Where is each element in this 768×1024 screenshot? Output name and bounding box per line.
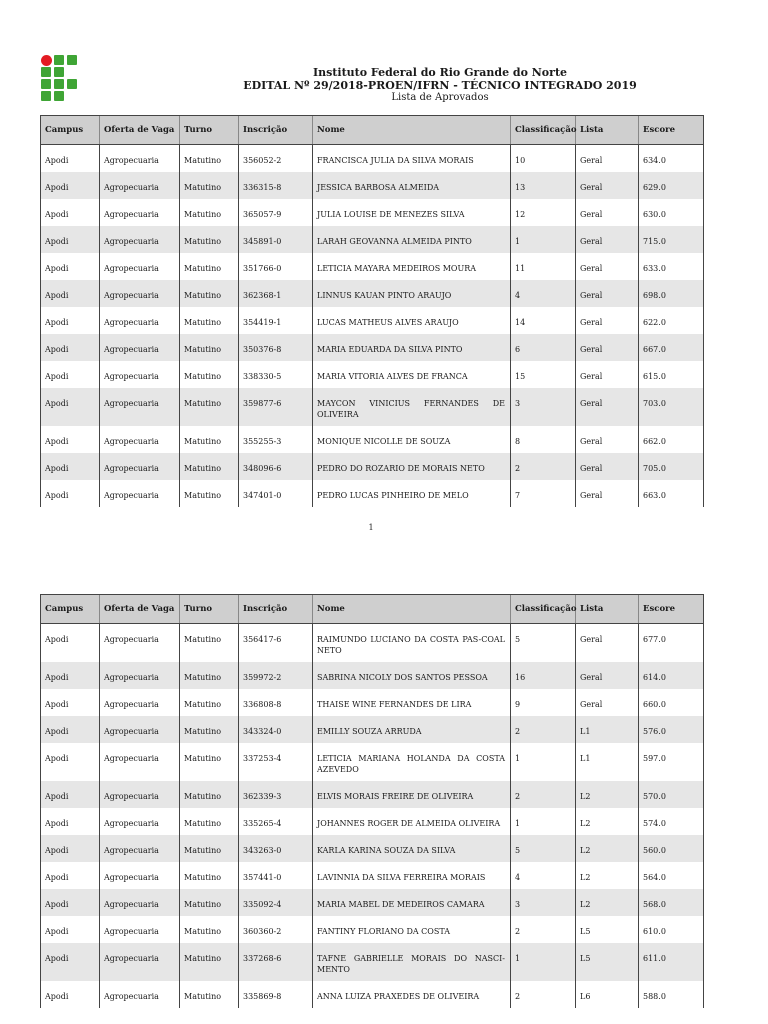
cell-campus: Apodi: [41, 253, 100, 280]
cell-turno: Matutino: [180, 426, 239, 453]
cell-oferta-de-vaga: Agropecuaria: [100, 145, 180, 173]
cell-classificacao: 7: [511, 480, 576, 507]
cell-classificacao: 1: [511, 808, 576, 835]
col-header-campus: Campus: [41, 116, 100, 145]
table-row: [41, 388, 704, 426]
cell-escore: 705.0: [639, 453, 704, 480]
col-header-inscricao: Inscrição: [239, 116, 313, 145]
cell-classificacao: 3: [511, 388, 576, 426]
cell-lista: Geral: [576, 253, 639, 280]
cell-campus: Apodi: [41, 716, 100, 743]
cell-campus: Apodi: [41, 889, 100, 916]
cell-inscricao: 354419-1: [239, 307, 313, 334]
ifrn-logo: [41, 55, 79, 102]
list-subtitle: Lista de Aprovados: [391, 92, 489, 103]
cell-oferta-de-vaga: Agropecuaria: [100, 280, 180, 307]
cell-nome: PEDRO DO ROZARIO DE MORAIS NETO: [313, 453, 511, 480]
cell-turno: Matutino: [180, 361, 239, 388]
cell-campus: Apodi: [41, 808, 100, 835]
table-row: [41, 280, 704, 307]
cell-oferta-de-vaga: Agropecuaria: [100, 253, 180, 280]
cell-classificacao: 13: [511, 172, 576, 199]
table-row: [41, 253, 704, 280]
cell-campus: Apodi: [41, 480, 100, 507]
cell-nome: MARIA VITORIA ALVES DE FRANCA: [313, 361, 511, 388]
cell-campus: Apodi: [41, 453, 100, 480]
cell-campus: Apodi: [41, 226, 100, 253]
cell-turno: Matutino: [180, 808, 239, 835]
cell-turno: Matutino: [180, 307, 239, 334]
cell-inscricao: 356417-6: [239, 624, 313, 663]
institution-name: Instituto Federal do Rio Grande do Norte: [312, 66, 568, 79]
cell-escore: 597.0: [639, 743, 704, 781]
cell-classificacao: 11: [511, 253, 576, 280]
cell-lista: Geral: [576, 280, 639, 307]
cell-lista: Geral: [576, 334, 639, 361]
cell-turno: Matutino: [180, 172, 239, 199]
cell-inscricao: 356052-2: [239, 145, 313, 173]
cell-classificacao: 10: [511, 145, 576, 173]
table-row: [41, 781, 704, 808]
cell-inscricao: 362339-3: [239, 781, 313, 808]
cell-oferta-de-vaga: Agropecuaria: [100, 889, 180, 916]
cell-turno: Matutino: [180, 916, 239, 943]
cell-escore: 715.0: [639, 226, 704, 253]
cell-classificacao: 4: [511, 862, 576, 889]
cell-campus: Apodi: [41, 624, 100, 663]
cell-oferta-de-vaga: Agropecuaria: [100, 981, 180, 1008]
cell-lista: Geral: [576, 172, 639, 199]
cell-turno: Matutino: [180, 388, 239, 426]
table-row: [41, 743, 704, 781]
cell-campus: Apodi: [41, 662, 100, 689]
cell-campus: Apodi: [41, 334, 100, 361]
cell-inscricao: 359877-6: [239, 388, 313, 426]
cell-nome: FRANCISCA JULIA DA SILVA MORAIS: [313, 145, 511, 173]
cell-nome: JOHANNES ROGER DE ALMEIDA OLIVEIRA: [313, 808, 511, 835]
cell-campus: Apodi: [41, 743, 100, 781]
cell-escore: 568.0: [639, 889, 704, 916]
cell-escore: 611.0: [639, 943, 704, 981]
cell-nome: LINNUS KAUAN PINTO ARAUJO: [313, 280, 511, 307]
cell-oferta-de-vaga: Agropecuaria: [100, 689, 180, 716]
cell-nome: MONIQUE NICOLLE DE SOUZA: [313, 426, 511, 453]
table-row: [41, 226, 704, 253]
cell-campus: Apodi: [41, 689, 100, 716]
cell-lista: Geral: [576, 689, 639, 716]
col-header-nome: Nome: [313, 595, 511, 624]
cell-lista: L2: [576, 808, 639, 835]
cell-nome: ANNA LUIZA PRAXEDES DE OLIVEIRA: [313, 981, 511, 1008]
cell-classificacao: 5: [511, 835, 576, 862]
cell-nome: RAIMUNDO LUCIANO DA COSTA PAS-COAL NETO: [313, 624, 511, 663]
cell-turno: Matutino: [180, 781, 239, 808]
cell-inscricao: 357441-0: [239, 862, 313, 889]
cell-inscricao: 343324-0: [239, 716, 313, 743]
col-header-oferta-de-vaga: Oferta de Vaga: [100, 595, 180, 624]
table-row: [41, 889, 704, 916]
cell-turno: Matutino: [180, 480, 239, 507]
col-header-escore: Escore: [639, 116, 704, 145]
cell-inscricao: 337253-4: [239, 743, 313, 781]
cell-escore: 614.0: [639, 662, 704, 689]
cell-inscricao: 336808-8: [239, 689, 313, 716]
cell-campus: Apodi: [41, 916, 100, 943]
col-header-escore: Escore: [639, 595, 704, 624]
cell-oferta-de-vaga: Agropecuaria: [100, 199, 180, 226]
cell-oferta-de-vaga: Agropecuaria: [100, 624, 180, 663]
cell-inscricao: 355255-3: [239, 426, 313, 453]
cell-nome: MARIA MABEL DE MEDEIROS CAMARA: [313, 889, 511, 916]
cell-lista: Geral: [576, 361, 639, 388]
cell-classificacao: 16: [511, 662, 576, 689]
cell-escore: 634.0: [639, 145, 704, 173]
cell-nome: MAYCON VINICIUS FERNANDES DE OLIVEIRA: [313, 388, 511, 426]
cell-lista: Geral: [576, 199, 639, 226]
col-header-inscricao: Inscrição: [239, 595, 313, 624]
table-row: [41, 426, 704, 453]
table-row: [41, 943, 704, 981]
cell-escore: 633.0: [639, 253, 704, 280]
cell-oferta-de-vaga: Agropecuaria: [100, 453, 180, 480]
table-row: [41, 662, 704, 689]
table-row: [41, 307, 704, 334]
cell-escore: 703.0: [639, 388, 704, 426]
col-header-classificacao: Classificação: [511, 595, 576, 624]
col-header-campus: Campus: [41, 595, 100, 624]
table-row: [41, 862, 704, 889]
cell-classificacao: 2: [511, 453, 576, 480]
cell-lista: L1: [576, 743, 639, 781]
cell-escore: 615.0: [639, 361, 704, 388]
table-row: [41, 624, 704, 663]
cell-inscricao: 350376-8: [239, 334, 313, 361]
cell-nome: MARIA EDUARDA DA SILVA PINTO: [313, 334, 511, 361]
cell-escore: 610.0: [639, 916, 704, 943]
cell-escore: 663.0: [639, 480, 704, 507]
cell-turno: Matutino: [180, 226, 239, 253]
cell-oferta-de-vaga: Agropecuaria: [100, 307, 180, 334]
cell-oferta-de-vaga: Agropecuaria: [100, 226, 180, 253]
table-row: [41, 689, 704, 716]
cell-escore: 677.0: [639, 624, 704, 663]
cell-nome: JESSICA BARBOSA ALMEIDA: [313, 172, 511, 199]
cell-inscricao: 351766-0: [239, 253, 313, 280]
cell-turno: Matutino: [180, 981, 239, 1008]
cell-inscricao: 359972-2: [239, 662, 313, 689]
cell-escore: 698.0: [639, 280, 704, 307]
cell-lista: Geral: [576, 307, 639, 334]
cell-oferta-de-vaga: Agropecuaria: [100, 808, 180, 835]
cell-campus: Apodi: [41, 862, 100, 889]
cell-escore: 570.0: [639, 781, 704, 808]
cell-escore: 588.0: [639, 981, 704, 1008]
cell-classificacao: 4: [511, 280, 576, 307]
cell-turno: Matutino: [180, 862, 239, 889]
cell-turno: Matutino: [180, 624, 239, 663]
edital-title: EDITAL Nº 29/2018-PROEN/IFRN - TÉCNICO INTEGRADO 2019: [243, 79, 637, 92]
logo-red-dot: [41, 55, 52, 66]
cell-nome: ELVIS MORAIS FREIRE DE OLIVEIRA: [313, 781, 511, 808]
cell-campus: Apodi: [41, 835, 100, 862]
table-row: [41, 835, 704, 862]
cell-campus: Apodi: [41, 172, 100, 199]
cell-lista: Geral: [576, 426, 639, 453]
cell-lista: Geral: [576, 662, 639, 689]
table-row: [41, 199, 704, 226]
cell-nome: LAVINNIA DA SILVA FERREIRA MORAIS: [313, 862, 511, 889]
cell-turno: Matutino: [180, 943, 239, 981]
cell-lista: Geral: [576, 388, 639, 426]
cell-classificacao: 12: [511, 199, 576, 226]
cell-classificacao: 1: [511, 943, 576, 981]
cell-nome: LARAH GEOVANNA ALMEIDA PINTO: [313, 226, 511, 253]
cell-inscricao: 362368-1: [239, 280, 313, 307]
cell-oferta-de-vaga: Agropecuaria: [100, 480, 180, 507]
cell-lista: Geral: [576, 453, 639, 480]
col-header-lista: Lista: [576, 116, 639, 145]
cell-oferta-de-vaga: Agropecuaria: [100, 172, 180, 199]
cell-lista: L5: [576, 943, 639, 981]
table-row: [41, 361, 704, 388]
cell-classificacao: 6: [511, 334, 576, 361]
approved-table-page1: [40, 115, 704, 507]
cell-turno: Matutino: [180, 889, 239, 916]
cell-oferta-de-vaga: Agropecuaria: [100, 426, 180, 453]
cell-escore: 630.0: [639, 199, 704, 226]
cell-campus: Apodi: [41, 280, 100, 307]
cell-nome: LETICIA MAYARA MEDEIROS MOURA: [313, 253, 511, 280]
cell-escore: 564.0: [639, 862, 704, 889]
cell-turno: Matutino: [180, 199, 239, 226]
cell-nome: THAISE WINE FERNANDES DE LIRA: [313, 689, 511, 716]
cell-escore: 629.0: [639, 172, 704, 199]
col-header-turno: Turno: [180, 116, 239, 145]
cell-turno: Matutino: [180, 716, 239, 743]
cell-classificacao: 1: [511, 743, 576, 781]
cell-escore: 576.0: [639, 716, 704, 743]
cell-oferta-de-vaga: Agropecuaria: [100, 743, 180, 781]
cell-turno: Matutino: [180, 689, 239, 716]
cell-oferta-de-vaga: Agropecuaria: [100, 943, 180, 981]
cell-campus: Apodi: [41, 199, 100, 226]
col-header-lista: Lista: [576, 595, 639, 624]
cell-campus: Apodi: [41, 426, 100, 453]
cell-nome: JULIA LOUISE DE MENEZES SILVA: [313, 199, 511, 226]
cell-oferta-de-vaga: Agropecuaria: [100, 835, 180, 862]
cell-inscricao: 360360-2: [239, 916, 313, 943]
cell-inscricao: 338330-5: [239, 361, 313, 388]
cell-classificacao: 5: [511, 624, 576, 663]
cell-escore: 667.0: [639, 334, 704, 361]
cell-inscricao: 347401-0: [239, 480, 313, 507]
cell-campus: Apodi: [41, 388, 100, 426]
page-number: 1: [368, 523, 374, 532]
cell-escore: 574.0: [639, 808, 704, 835]
cell-inscricao: 348096-6: [239, 453, 313, 480]
cell-nome: LETICIA MARIANA HOLANDA DA COSTA AZEVEDO: [313, 743, 511, 781]
cell-nome: EMILLY SOUZA ARRUDA: [313, 716, 511, 743]
cell-inscricao: 335092-4: [239, 889, 313, 916]
table-row: [41, 981, 704, 1008]
col-header-turno: Turno: [180, 595, 239, 624]
table-header-row: [41, 116, 704, 145]
cell-inscricao: 343263-0: [239, 835, 313, 862]
cell-inscricao: 365057-9: [239, 199, 313, 226]
cell-nome: TAFNE GABRIELLE MORAIS DO NASCI-MENTO: [313, 943, 511, 981]
cell-oferta-de-vaga: Agropecuaria: [100, 862, 180, 889]
cell-nome: FANTINY FLORIANO DA COSTA: [313, 916, 511, 943]
table-header-row: [41, 595, 704, 624]
table-row: [41, 172, 704, 199]
cell-nome: LUCAS MATHEUS ALVES ARAUJO: [313, 307, 511, 334]
cell-campus: Apodi: [41, 943, 100, 981]
cell-classificacao: 2: [511, 981, 576, 1008]
cell-campus: Apodi: [41, 781, 100, 808]
cell-lista: L2: [576, 889, 639, 916]
cell-oferta-de-vaga: Agropecuaria: [100, 361, 180, 388]
cell-lista: L2: [576, 862, 639, 889]
table-row: [41, 145, 704, 173]
cell-lista: Geral: [576, 480, 639, 507]
cell-campus: Apodi: [41, 307, 100, 334]
cell-campus: Apodi: [41, 981, 100, 1008]
col-header-classificacao: Classificação: [511, 116, 576, 145]
cell-lista: Geral: [576, 226, 639, 253]
cell-lista: L2: [576, 835, 639, 862]
cell-oferta-de-vaga: Agropecuaria: [100, 334, 180, 361]
cell-lista: Geral: [576, 145, 639, 173]
table-row: [41, 480, 704, 507]
cell-classificacao: 1: [511, 226, 576, 253]
table-row: [41, 916, 704, 943]
cell-classificacao: 8: [511, 426, 576, 453]
cell-nome: SABRINA NICOLY DOS SANTOS PESSOA: [313, 662, 511, 689]
cell-turno: Matutino: [180, 253, 239, 280]
cell-campus: Apodi: [41, 361, 100, 388]
cell-inscricao: 335265-4: [239, 808, 313, 835]
cell-turno: Matutino: [180, 145, 239, 173]
cell-turno: Matutino: [180, 743, 239, 781]
table-row: [41, 334, 704, 361]
cell-classificacao: 9: [511, 689, 576, 716]
cell-oferta-de-vaga: Agropecuaria: [100, 662, 180, 689]
cell-escore: 622.0: [639, 307, 704, 334]
cell-nome: PEDRO LUCAS PINHEIRO DE MELO: [313, 480, 511, 507]
approved-table-page2: [40, 594, 704, 1008]
cell-inscricao: 336315-8: [239, 172, 313, 199]
cell-turno: Matutino: [180, 835, 239, 862]
cell-turno: Matutino: [180, 662, 239, 689]
cell-classificacao: 2: [511, 716, 576, 743]
cell-lista: L1: [576, 716, 639, 743]
cell-nome: KARLA KARINA SOUZA DA SILVA: [313, 835, 511, 862]
cell-turno: Matutino: [180, 334, 239, 361]
cell-classificacao: 14: [511, 307, 576, 334]
cell-classificacao: 2: [511, 916, 576, 943]
col-header-oferta-de-vaga: Oferta de Vaga: [100, 116, 180, 145]
cell-oferta-de-vaga: Agropecuaria: [100, 781, 180, 808]
cell-inscricao: 337268-6: [239, 943, 313, 981]
cell-lista: Geral: [576, 624, 639, 663]
document-header: [240, 66, 640, 104]
table-row: [41, 453, 704, 480]
cell-turno: Matutino: [180, 280, 239, 307]
cell-oferta-de-vaga: Agropecuaria: [100, 716, 180, 743]
cell-escore: 560.0: [639, 835, 704, 862]
cell-campus: Apodi: [41, 145, 100, 173]
cell-classificacao: 15: [511, 361, 576, 388]
cell-classificacao: 2: [511, 781, 576, 808]
cell-turno: Matutino: [180, 453, 239, 480]
cell-lista: L2: [576, 781, 639, 808]
cell-oferta-de-vaga: Agropecuaria: [100, 388, 180, 426]
col-header-nome: Nome: [313, 116, 511, 145]
cell-lista: L5: [576, 916, 639, 943]
cell-lista: L6: [576, 981, 639, 1008]
cell-escore: 660.0: [639, 689, 704, 716]
cell-oferta-de-vaga: Agropecuaria: [100, 916, 180, 943]
cell-classificacao: 3: [511, 889, 576, 916]
cell-escore: 662.0: [639, 426, 704, 453]
cell-inscricao: 345891-0: [239, 226, 313, 253]
table-row: [41, 808, 704, 835]
table-row: [41, 716, 704, 743]
cell-inscricao: 335869-8: [239, 981, 313, 1008]
